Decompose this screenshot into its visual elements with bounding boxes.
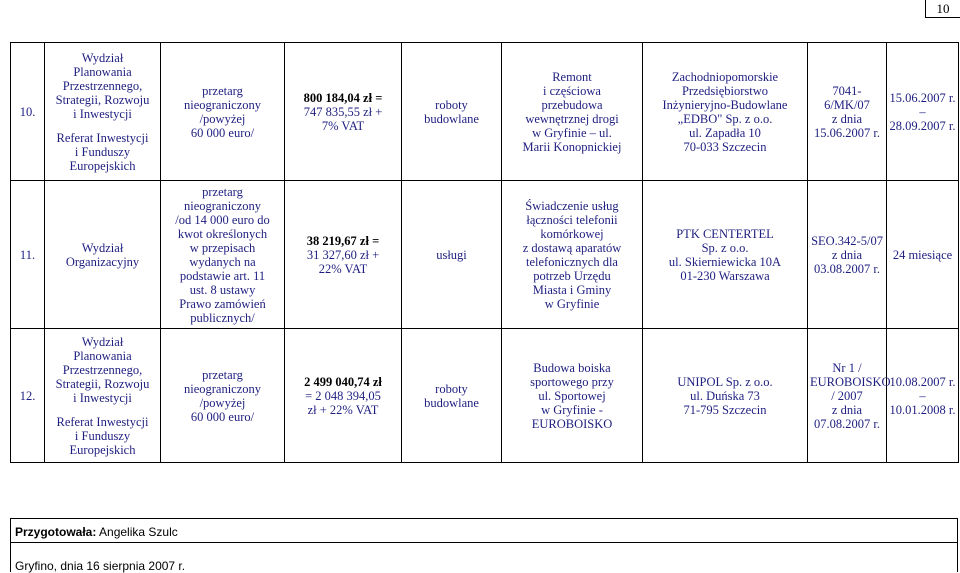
value-net-line: 747 835,55 zł + xyxy=(303,104,383,119)
subject-cell xyxy=(502,329,643,463)
department-cell-line: Referat Inwestycji xyxy=(56,414,149,429)
procedure-cell-line: publicznych/ xyxy=(190,310,255,325)
contractor-cell-line: „EDBO" Sp. z o.o. xyxy=(677,111,773,126)
value-cell xyxy=(285,43,402,181)
department-cell-line: Przestrzennego, xyxy=(62,362,143,377)
footer-divider xyxy=(11,542,957,543)
contract-cell-line: z dnia xyxy=(831,111,863,126)
procedure-cell-line: nieograniczony xyxy=(183,97,262,112)
subject-cell-line: komórkowej xyxy=(540,226,604,241)
contract-cell-line: Nr 1 / xyxy=(832,360,862,375)
procedure-cell-line: przetarg xyxy=(202,83,243,98)
term-cell xyxy=(887,43,959,181)
contractor-cell-line: Sp. z o.o. xyxy=(701,240,749,255)
contractor-cell-line: 70-033 Szczecin xyxy=(683,139,767,154)
value-gross: 38 219,67 zł = xyxy=(306,233,380,248)
subject-cell-line: Marii Konopnickiej xyxy=(522,139,622,154)
subject-cell-line: Remont xyxy=(552,69,592,84)
contractor-cell-line: Zachodniopomorskie xyxy=(671,69,779,84)
procedure-cell xyxy=(161,43,285,181)
table-row xyxy=(11,43,959,181)
procedure-cell-line: 60 000 euro/ xyxy=(190,125,255,140)
contract-cell-line: z dnia xyxy=(831,247,863,262)
value-net-line: = 2 048 394,05 xyxy=(305,388,381,403)
department-cell-line: i Funduszy xyxy=(74,428,131,443)
type-cell-line: usługi xyxy=(436,247,467,262)
value-net-line: 31 327,60 zł + xyxy=(306,247,380,262)
subject-cell-line: w Gryfinie - xyxy=(541,402,603,417)
term-cell xyxy=(887,181,959,329)
row-number: 10. xyxy=(11,43,45,181)
contract-cell xyxy=(808,329,891,463)
prepared-by: Przygotowała: Angelika Szulc xyxy=(15,525,178,539)
subject-cell-line: potrzeb Urzędu xyxy=(533,268,611,283)
term-cell xyxy=(887,329,959,463)
type-cell-line: roboty xyxy=(435,97,468,112)
contract-cell-line: SEO.342-5/07 xyxy=(811,233,883,248)
procedure-cell-line: przetarg xyxy=(202,184,243,199)
subject-cell-line: i częściowa xyxy=(543,83,601,98)
subject-cell-line: wewnętrznej drogi xyxy=(525,111,619,126)
value-gross: 2 499 040,74 zł xyxy=(304,374,382,389)
contractor-cell-line: Inżynieryjno-Budowlane xyxy=(662,97,788,112)
contract-cell-line: z dnia xyxy=(831,402,863,417)
table-row xyxy=(11,329,959,463)
contract-cell xyxy=(808,43,887,181)
subject-cell-line: Budowa boiska xyxy=(533,360,611,375)
contract-cell-line: 15.06.2007 r. xyxy=(814,125,880,140)
type-cell-line: budowlane xyxy=(424,111,479,126)
department-cell-line: i Funduszy xyxy=(74,144,131,159)
contractor-cell-line: PTK CENTERTEL xyxy=(676,226,774,241)
subject-cell xyxy=(502,43,643,181)
footer xyxy=(10,518,958,572)
department-cell-line: Europejskich xyxy=(69,158,136,173)
place-date: Gryfino, dnia 16 sierpnia 2007 r. xyxy=(15,559,186,573)
procedure-cell-line: wydanych na xyxy=(189,254,256,269)
subject-cell-line: ul. Sportowej xyxy=(538,388,606,403)
procedure-cell-line: /powyżej xyxy=(199,111,246,126)
procedure-cell-line: ust. 8 ustawy xyxy=(189,282,256,297)
procedure-cell-line: nieograniczony xyxy=(183,198,262,213)
department-cell-line: Wydział xyxy=(81,334,124,349)
department-cell-line: Europejskich xyxy=(69,442,136,457)
type-cell xyxy=(402,181,502,329)
department-cell-line: i Inwestycji xyxy=(73,390,132,405)
contractor-cell-line: ul. Skierniewicka 10A xyxy=(668,254,782,269)
contract-cell-line: 7041-6/MK/07 xyxy=(824,83,870,112)
page-number: 10 xyxy=(925,0,960,18)
subject-cell-line: Świadczenie usług xyxy=(525,198,619,213)
procedure-cell-line: w przepisach xyxy=(189,240,256,255)
subject-cell xyxy=(502,181,643,329)
term-cell-line: 24 miesiące xyxy=(892,247,953,262)
department-cell-line: Strategii, Rozwoju xyxy=(55,376,150,391)
value-net-line: 7% VAT xyxy=(321,118,365,133)
value-net-line: 22% VAT xyxy=(318,261,368,276)
term-cell-line: 28.09.2007 r. xyxy=(889,118,956,133)
contractor-cell xyxy=(643,43,808,181)
contractor-cell-line: UNIPOL Sp. z o.o. xyxy=(677,374,773,389)
procedure-cell-line: /powyżej xyxy=(199,395,246,410)
value-cell xyxy=(285,329,402,463)
department-cell-line: Planowania xyxy=(73,64,132,79)
department-cell xyxy=(45,329,161,463)
procedure-cell-line: przetarg xyxy=(202,367,243,382)
contractor-cell xyxy=(643,181,808,329)
value-gross: 800 184,04 zł = xyxy=(303,90,383,105)
contract-cell-line: 03.08.2007 r. xyxy=(814,261,880,276)
contract-cell-line: 07.08.2007 r. xyxy=(814,416,880,431)
procedure-cell-line: nieograniczony xyxy=(183,381,262,396)
department-cell-line: Wydział xyxy=(81,240,124,255)
subject-cell-line: EUROBOISKO xyxy=(531,416,613,431)
contract-cell-line: EUROBOISKO xyxy=(810,374,891,389)
contract-cell-line: / 2007 xyxy=(831,388,863,403)
department-cell-line: Przestrzennego, xyxy=(62,78,143,93)
procedure-cell-line: Prawo zamówień xyxy=(179,296,266,311)
type-cell-line: budowlane xyxy=(424,395,479,410)
subject-cell-line: w Gryfinie – ul. xyxy=(532,125,612,140)
procedure-cell-line: /od 14 000 euro do xyxy=(175,212,270,227)
type-cell xyxy=(402,329,502,463)
term-cell-line: 10.01.2008 r. xyxy=(889,402,956,417)
contractor-cell-line: 01-230 Warszawa xyxy=(680,268,770,283)
department-cell-line xyxy=(47,405,158,415)
contractor-cell-line: 71-795 Szczecin xyxy=(683,402,767,417)
department-cell-line: Strategii, Rozwoju xyxy=(55,92,150,107)
department-cell xyxy=(45,43,161,181)
contracts-table xyxy=(10,42,959,463)
department-cell xyxy=(45,181,161,329)
procedure-cell xyxy=(161,329,285,463)
contractor-cell-line: ul. Duńska 73 xyxy=(690,388,760,403)
procedure-cell-line: kwot określonych xyxy=(177,226,268,241)
subject-cell-line: Miasta i Gminy xyxy=(532,282,612,297)
type-cell xyxy=(402,43,502,181)
subject-cell-line: z dostawą aparatów xyxy=(522,240,622,255)
subject-cell-line: w Gryfinie xyxy=(544,296,600,311)
subject-cell-line: przebudowa xyxy=(541,97,603,112)
row-number: 11. xyxy=(11,181,45,329)
department-cell-line: Planowania xyxy=(73,348,132,363)
department-cell-line: Wydział xyxy=(81,50,124,65)
value-net-line: zł + 22% VAT xyxy=(307,402,379,417)
row-number: 12. xyxy=(11,329,45,463)
subject-cell-line: łączności telefonii xyxy=(526,212,618,227)
contractor-cell-line: Przedsiębiorstwo xyxy=(681,83,769,98)
procedure-cell-line: 60 000 euro/ xyxy=(190,409,255,424)
type-cell-line: roboty xyxy=(435,381,468,396)
term-cell-line: 10.08.2007 r. – xyxy=(889,374,956,403)
department-cell-line: Organizacyjny xyxy=(65,254,140,269)
department-cell-line: i Inwestycji xyxy=(73,106,132,121)
contractor-cell-line: ul. Zapadła 10 xyxy=(689,125,761,140)
subject-cell-line: telefonicznych dla xyxy=(526,254,618,269)
procedure-cell xyxy=(161,181,285,329)
department-cell-line xyxy=(47,121,158,131)
contract-cell xyxy=(808,181,887,329)
subject-cell-line: sportowego przy xyxy=(530,374,614,389)
contractor-cell xyxy=(643,329,808,463)
department-cell-line: Referat Inwestycji xyxy=(56,130,149,145)
value-cell xyxy=(285,181,402,329)
term-cell-line: 15.06.2007 r. – xyxy=(889,90,956,119)
procedure-cell-line: podstawie art. 11 xyxy=(179,268,266,283)
table-row xyxy=(11,181,959,329)
